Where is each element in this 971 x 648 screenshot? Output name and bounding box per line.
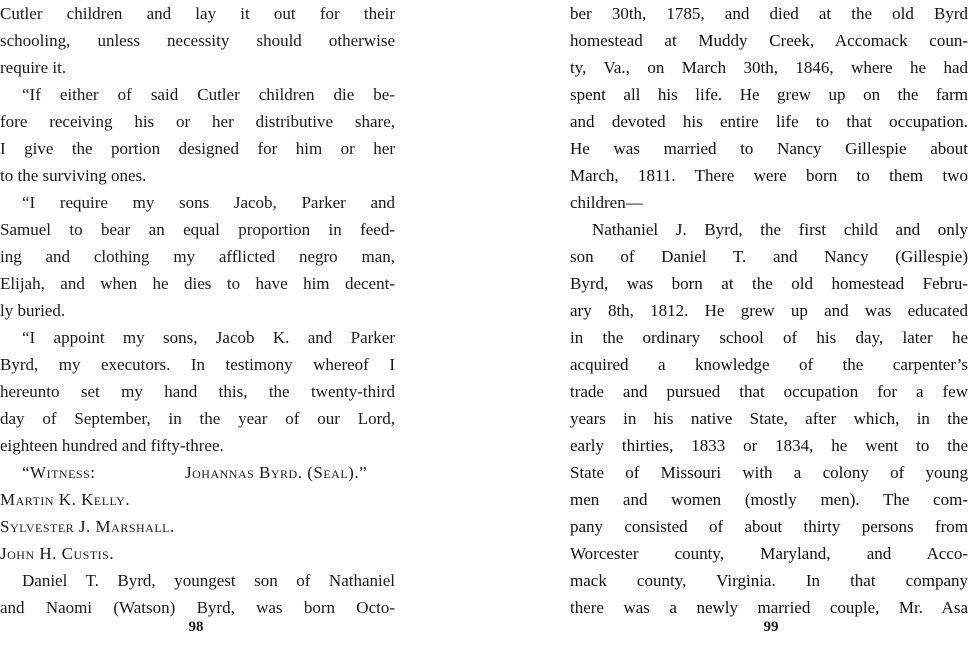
witness-name: Martin K. Kelly. xyxy=(0,490,131,509)
text-line: Elijah, and when he dies to have him decent- xyxy=(0,274,395,293)
page-number: 98 xyxy=(188,619,204,635)
text-line: I give the portion designed for him or her xyxy=(0,139,395,158)
witness-name: John H. Custis. xyxy=(0,544,115,563)
text-line: schooling, unless necessity should otherwise xyxy=(0,31,395,50)
text-line: ber 30th, 1785, and died at the old Byrd xyxy=(570,4,968,23)
text-line: years in his native State, after which, in the xyxy=(570,409,968,428)
text-line: Daniel T. Byrd, youngest son of Nathaniel xyxy=(22,571,395,590)
witness-label: “Witness: xyxy=(22,463,96,482)
text-line: children— xyxy=(570,193,643,212)
text-line: fore receiving his or her distributive share, xyxy=(0,112,395,131)
right-page xyxy=(570,0,968,648)
text-line: hereunto set my hand this, the twenty-third xyxy=(0,382,395,401)
signature-line xyxy=(0,459,395,486)
text-line: day of September, in the year of our Lord, xyxy=(0,409,395,428)
text-line: “I appoint my sons, Jacob K. and Parker xyxy=(22,328,395,347)
text-line: March, 1811. There were born to them two xyxy=(570,166,968,185)
text-line: there was a newly married couple, Mr. Asa xyxy=(570,598,968,617)
text-line: early thirties, 1833 or 1834, he went to the xyxy=(570,436,968,455)
text-line: ly buried. xyxy=(0,301,66,320)
text-line: pany consisted of about thirty persons from xyxy=(570,517,968,536)
text-line: ty, Va., on March 30th, 1846, where he had xyxy=(570,58,968,77)
text-line: spent all his life. He grew up on the farm xyxy=(570,85,968,104)
text-line: mack county, Virginia. In that company xyxy=(570,571,968,590)
text-line: Nathaniel J. Byrd, the first child and only xyxy=(592,220,968,239)
text-line: eighteen hundred and fifty-three. xyxy=(0,436,224,455)
text-line: Byrd, was born at the old homestead Febru- xyxy=(570,274,968,293)
text-line: ing and clothing my afflicted negro man, xyxy=(0,247,395,266)
text-line: “I require my sons Jacob, Parker and xyxy=(22,193,395,212)
witness-name: Sylvester J. Marshall. xyxy=(0,517,175,536)
left-page xyxy=(0,0,395,648)
text-line: “If either of said Cutler children die be- xyxy=(22,85,395,104)
testator-signature: Johannas Byrd. (Seal).” xyxy=(185,463,368,482)
page-number: 99 xyxy=(763,619,779,635)
text-line: acquired a knowledge of the carpenter’s xyxy=(570,355,968,374)
text-line: and Naomi (Watson) Byrd, was born Octo- xyxy=(0,598,395,617)
text-line: in the ordinary school of his day, later he xyxy=(570,328,968,347)
text-line: Cutler children and lay it out for their xyxy=(0,4,395,23)
text-line: Samuel to bear an equal proportion in feed- xyxy=(0,220,395,239)
text-line: State of Missouri with a colony of young xyxy=(570,463,968,482)
text-line: Byrd, my executors. In testimony whereof I xyxy=(0,355,395,374)
text-line: Worcester county, Maryland, and Acco- xyxy=(570,544,968,563)
text-line: He was married to Nancy Gillespie about xyxy=(570,139,968,158)
text-line: homestead at Muddy Creek, Accomack coun- xyxy=(570,31,968,50)
text-line: and devoted his entire life to that occupation. xyxy=(570,112,968,131)
text-line: to the surviving ones. xyxy=(0,166,147,185)
text-line: son of Daniel T. and Nancy (Gillespie) xyxy=(570,247,968,266)
text-line: trade and pursued that occupation for a few xyxy=(570,382,968,401)
text-line: require it. xyxy=(0,58,67,77)
text-line: ary 8th, 1812. He grew up and was educated xyxy=(570,301,968,320)
text-line: men and women (mostly men). The com- xyxy=(570,490,968,509)
